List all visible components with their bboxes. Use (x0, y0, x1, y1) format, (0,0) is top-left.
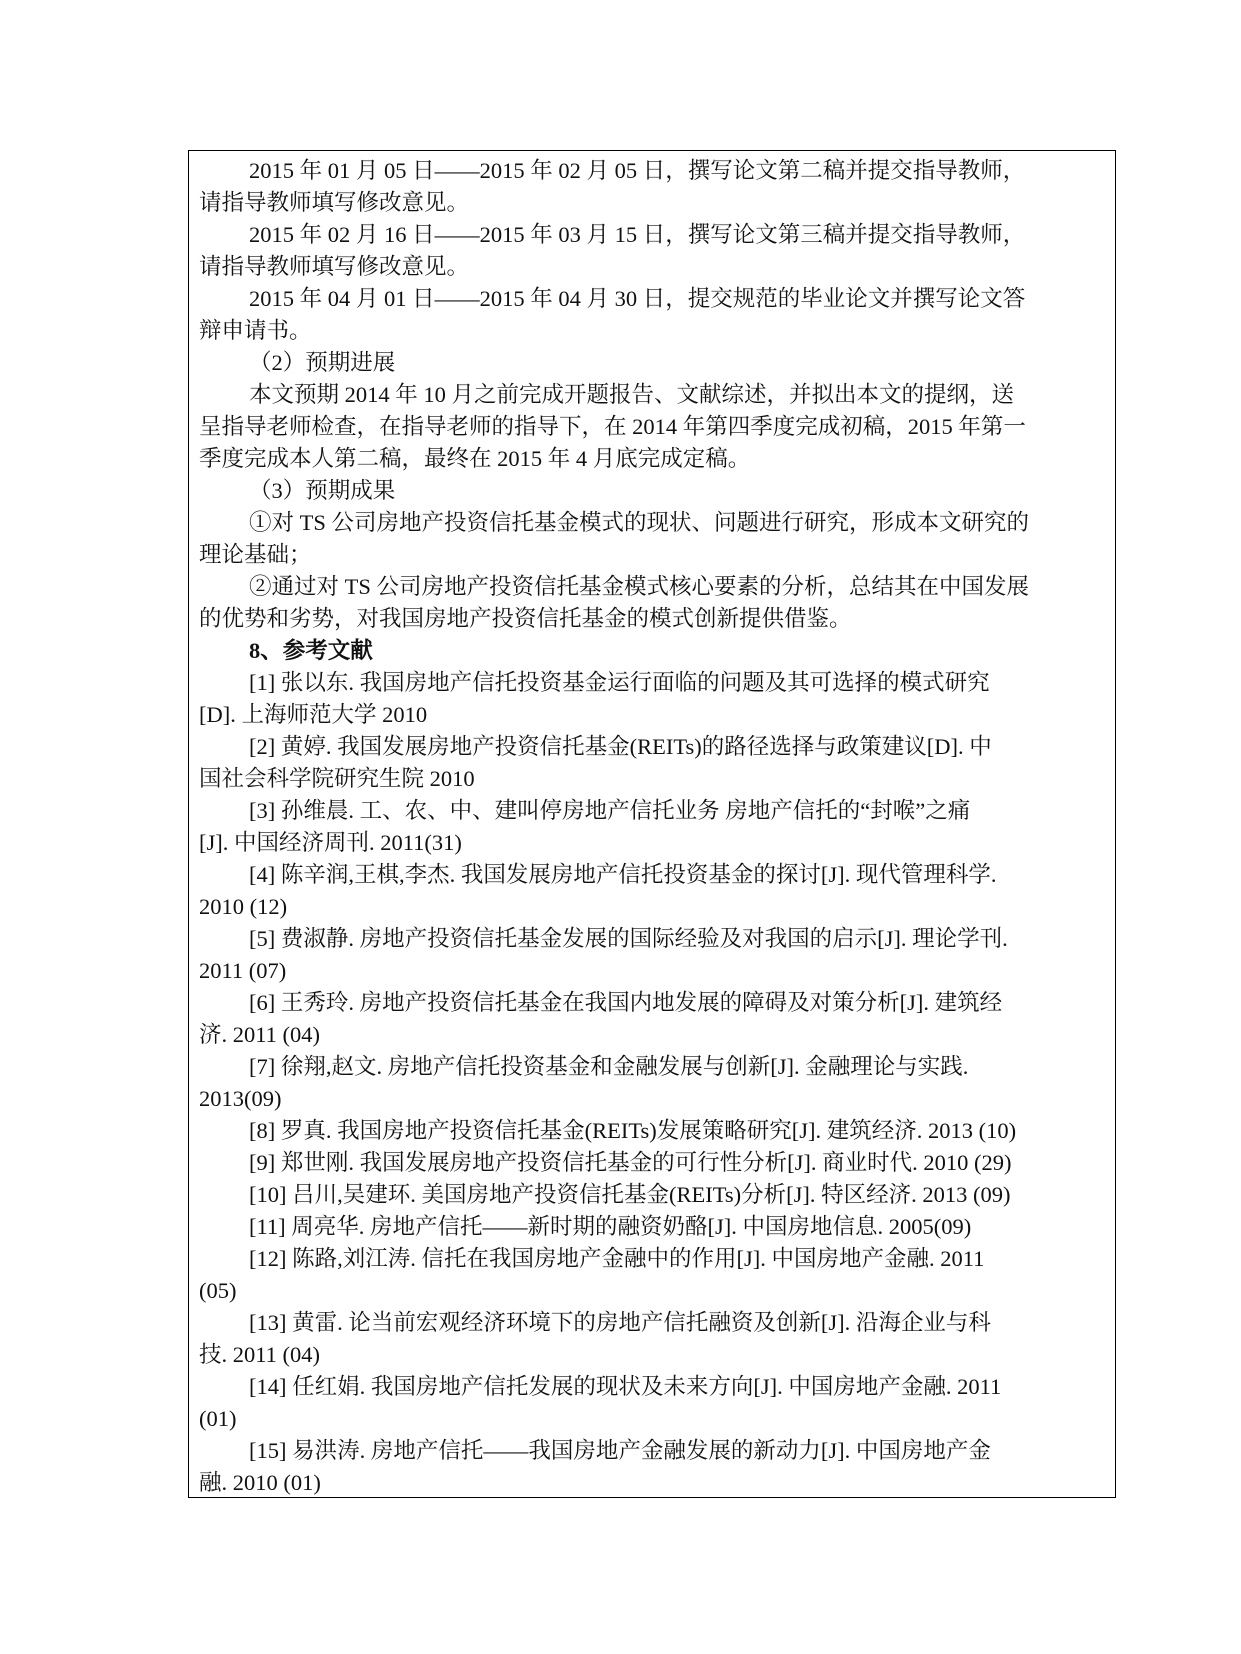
text-line: 2013(09) (199, 1086, 282, 1111)
text-line: 2010 (12) (199, 894, 288, 919)
text-line: 2011 (07) (199, 958, 287, 983)
text-line: [3] 孙维晨. 工、农、中、建叫停房地产信托业务 房地产信托的“封喉”之痛 (249, 798, 971, 823)
text-line: [12] 陈路,刘江涛. 信托在我国房地产金融中的作用[J]. 中国房地产金融. 2011 (249, 1246, 985, 1271)
text-line: 2015 年 02 月 16 日——2015 年 03 月 15 日，撰写论文第三稿并提交指导教师， (249, 222, 1026, 247)
text-line: [13] 黄雷. 论当前宏观经济环境下的房地产信托融资及创新[J]. 沿海企业与科 (249, 1310, 991, 1335)
text-line: 季度完成本人第二稿，最终在 2015 年 4 月底完成定稿。 (199, 446, 751, 471)
text-line: [15] 易洪涛. 房地产信托——我国房地产金融发展的新动力[J]. 中国房地产金 (249, 1438, 991, 1463)
text-line: 请指导教师填写修改意见。 (199, 254, 470, 279)
text-line: [1] 张以东. 我国房地产信托投资基金运行面临的问题及其可选择的模式研究 (249, 670, 990, 695)
text-line: [D]. 上海师范大学 2010 (199, 702, 428, 727)
text-line: 理论基础； (199, 542, 312, 567)
text-line: [6] 王秀玲. 房地产投资信托基金在我国内地发展的障碍及对策分析[J]. 建筑经 (249, 990, 1003, 1015)
text-line: [9] 郑世刚. 我国发展房地产投资信托基金的可行性分析[J]. 商业时代. 2010 (29) (249, 1150, 1012, 1175)
text-line: [10] 吕川,吴建环. 美国房地产投资信托基金(REITs)分析[J]. 特区经济. 2013 (09) (249, 1182, 1011, 1207)
document-body (199, 155, 1116, 1498)
section-heading: 8、参考文献 (249, 638, 373, 663)
text-line: 2015 年 04 月 01 日——2015 年 04 月 30 日，提交规范的毕业论文并撰写论文答 (249, 286, 1026, 311)
text-line: 融. 2010 (01) (199, 1470, 321, 1495)
text-line: （3）预期成果 (249, 478, 396, 503)
text-line: 技. 2011 (04) (199, 1342, 321, 1367)
text-line: [J]. 中国经济周刊. 2011(31) (199, 830, 462, 855)
text-line: (01) (199, 1406, 237, 1431)
text-line: 的优势和劣势，对我国房地产投资信托基金的模式创新提供借鉴。 (199, 606, 852, 631)
text-line: ②通过对 TS 公司房地产投资信托基金模式核心要素的分析，总结其在中国发展 (249, 574, 1030, 599)
text-line: [7] 徐翔,赵文. 房地产信托投资基金和金融发展与创新[J]. 金融理论与实践. (249, 1054, 969, 1079)
text-line: [14] 任红娟. 我国房地产信托发展的现状及未来方向[J]. 中国房地产金融. 2011 (249, 1374, 1002, 1399)
text-line: 济. 2011 (04) (199, 1022, 321, 1047)
text-line: 2015 年 01 月 05 日——2015 年 02 月 05 日，撰写论文第二稿并提交指导教师， (249, 158, 1026, 183)
text-line: (05) (199, 1278, 237, 1303)
text-line: [2] 黄婷. 我国发展房地产投资信托基金(REITs)的路径选择与政策建议[D]. 中 (249, 734, 992, 759)
text-line: ①对 TS 公司房地产投资信托基金模式的现状、问题进行研究，形成本文研究的 (249, 510, 1030, 535)
text-line: 呈指导老师检查，在指导老师的指导下，在 2014 年第四季度完成初稿，2015 年第一 (199, 414, 1026, 439)
text-line: 国社会科学院研究生院 2010 (199, 766, 475, 791)
text-line: [4] 陈辛润,王棋,李杰. 我国发展房地产信托投资基金的探讨[J]. 现代管理科学. (249, 862, 997, 887)
text-line: 辩申请书。 (199, 318, 312, 343)
text-line: 本文预期 2014 年 10 月之前完成开题报告、文献综述，并拟出本文的提纲，送 (249, 382, 1015, 407)
text-line: [11] 周亮华. 房地产信托——新时期的融资奶酪[J]. 中国房地信息. 2005(09) (249, 1214, 972, 1239)
text-line: [8] 罗真. 我国房地产投资信托基金(REITs)发展策略研究[J]. 建筑经济. 2013 (10) (249, 1118, 1017, 1143)
document-frame (188, 150, 1116, 1498)
text-line: （2）预期进展 (249, 350, 396, 375)
text-line: [5] 费淑静. 房地产投资信托基金发展的国际经验及对我国的启示[J]. 理论学刊. (249, 926, 1008, 951)
text-line: 请指导教师填写修改意见。 (199, 190, 470, 215)
